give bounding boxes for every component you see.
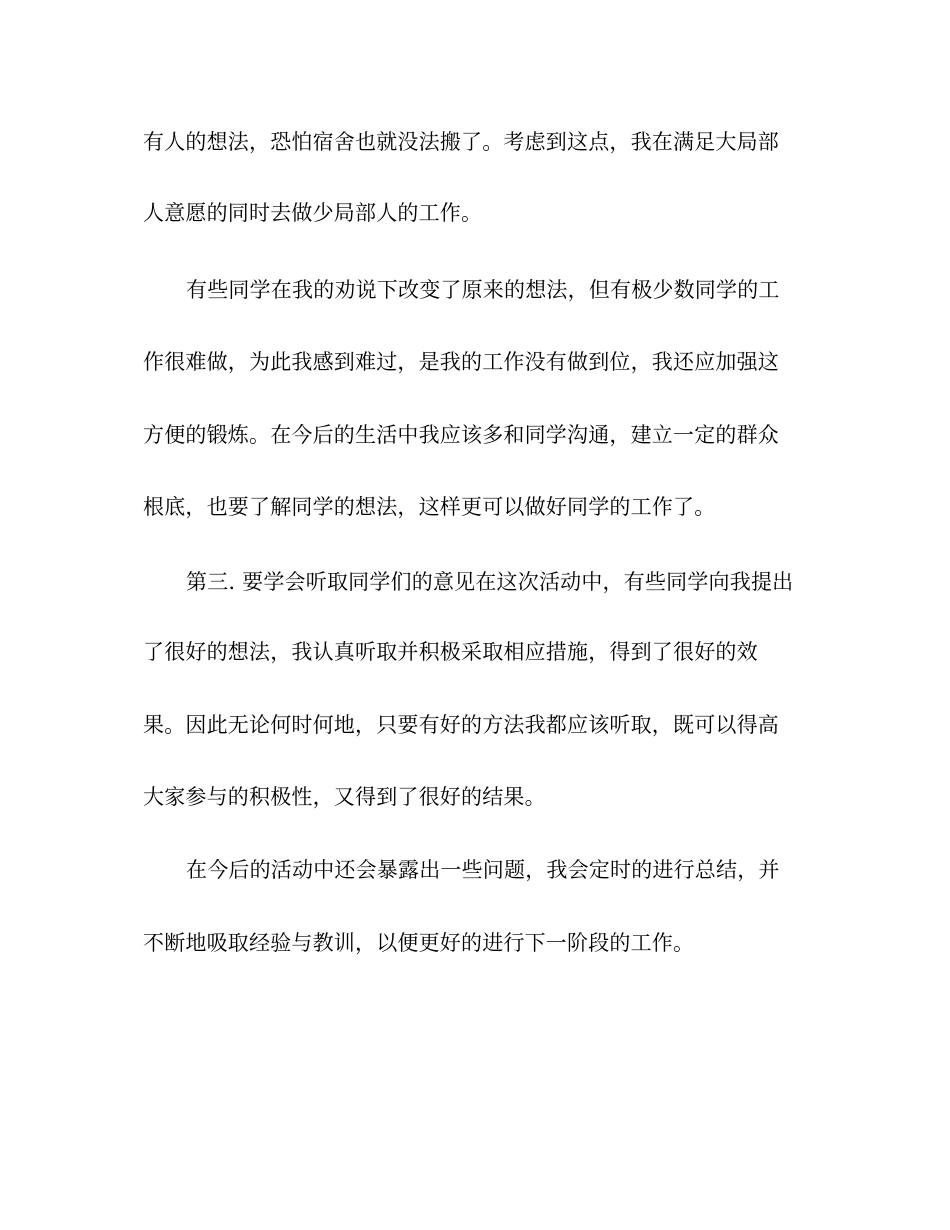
text-line: 不断地吸取经验与教训，以便更好的进行下一阶段的工作。 xyxy=(143,931,695,955)
text-line: 了很好的想法，我认真听取并积极采取相应措施，得到了很好的效 xyxy=(143,640,758,664)
text-line: 方便的锻炼。在今后的生活中我应该多和同学沟通，建立一定的群众 xyxy=(143,423,779,447)
paragraph-start-line: 在今后的活动中还会暴露出一些问题，我会定时的进行总结，并 xyxy=(186,858,780,882)
paragraph-start-line: 第三. 要学会听取同学们的意见在这次活动中，有些同学向我提出 xyxy=(186,570,794,594)
text-line: 有人的想法，恐怕宿舍也就没法搬了。考虑到这点，我在满足大局部 xyxy=(143,130,779,154)
paragraph-start-line: 有些同学在我的劝说下改变了原来的想法，但有极少数同学的工 xyxy=(186,278,780,302)
text-line: 果。因此无论何时何地，只要有好的方法我都应该听取，既可以得高 xyxy=(143,713,779,737)
text-line: 作很难做，为此我感到难过，是我的工作没有做到位，我还应加强这 xyxy=(143,350,779,374)
text-line: 大家参与的积极性，又得到了很好的结果。 xyxy=(143,785,546,809)
text-line: 人意愿的同时去做少局部人的工作。 xyxy=(143,201,483,225)
text-line: 根底，也要了解同学的想法，这样更可以做好同学的工作了。 xyxy=(143,495,716,519)
